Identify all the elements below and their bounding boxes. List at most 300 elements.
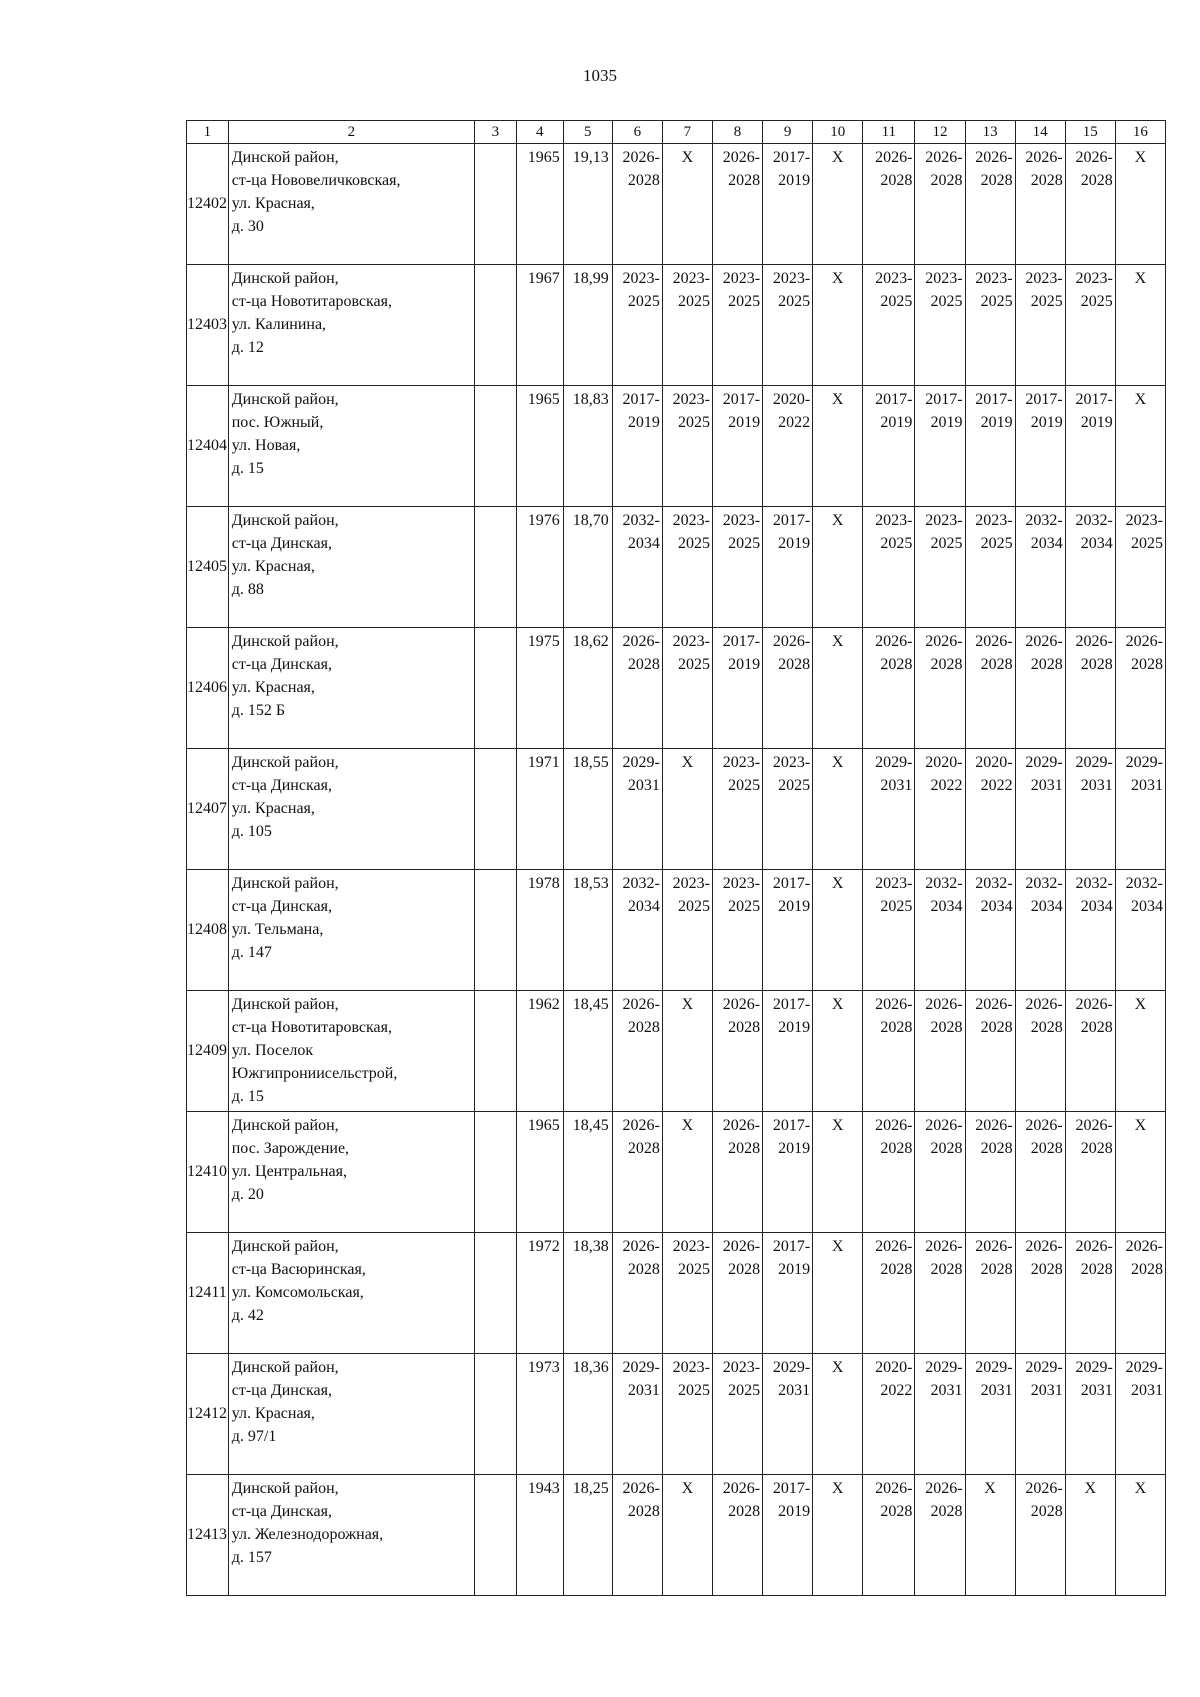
- period-range: 2017- 2019: [772, 149, 811, 189]
- period-range: 2026- 2028: [875, 1480, 913, 1520]
- period-range: 2032- 2034: [1125, 875, 1163, 915]
- period-cell-col-15: [1065, 1354, 1115, 1475]
- not-applicable-mark: X: [1084, 1480, 1097, 1497]
- column-header-15: 15: [1065, 121, 1115, 144]
- period-range: 2029- 2031: [622, 1359, 660, 1399]
- not-applicable-mark: X: [984, 1480, 996, 1497]
- period-range: 2029- 2031: [925, 1359, 963, 1399]
- register-table: [186, 120, 1166, 1596]
- period-range: 2026- 2028: [722, 1238, 761, 1278]
- period-range: 2026- 2028: [622, 1117, 660, 1157]
- period-cell-col-16: [1115, 870, 1165, 991]
- period-range: 2032- 2034: [622, 875, 660, 915]
- col3-cell: [475, 1233, 517, 1354]
- period-range: 2020- 2022: [925, 754, 963, 794]
- period-range: 2026- 2028: [622, 996, 660, 1036]
- address-cell: Динской район, ст-ца Динская, ул. Красная, д. 105: [228, 749, 474, 870]
- period-range: 2026- 2028: [925, 1117, 963, 1157]
- period-cell-col-9: [763, 1112, 813, 1233]
- year-cell: 1973: [516, 1354, 563, 1475]
- period-cell-col-9: [763, 265, 813, 386]
- period-range: 2023- 2025: [925, 512, 963, 552]
- year-cell: 1962: [516, 991, 563, 1112]
- row-number: 12403: [187, 265, 229, 386]
- table-row: [187, 1354, 1166, 1475]
- period-range: 2026- 2028: [622, 149, 660, 189]
- period-range: 2032- 2034: [925, 875, 963, 915]
- year-cell: 1943: [516, 1475, 563, 1596]
- period-cell-col-7: [662, 386, 712, 507]
- address-cell: Динской район, ст-ца Динская, ул. Тельмана, д. 147: [228, 870, 474, 991]
- period-cell-col-14: [1015, 386, 1065, 507]
- period-range: 2023- 2025: [772, 270, 811, 310]
- col3-cell: [475, 265, 517, 386]
- period-range: 2026- 2028: [1075, 1117, 1113, 1157]
- period-range: 2029- 2031: [1075, 1359, 1113, 1399]
- period-cell-col-6: [612, 870, 662, 991]
- period-cell-col-14: [1015, 1112, 1065, 1233]
- address-cell: Динской район, ст-ца Васюринская, ул. Комсомольская, д. 42: [228, 1233, 474, 1354]
- not-applicable-mark: X: [831, 391, 844, 408]
- period-cell-col-11: [863, 1233, 915, 1354]
- not-applicable-mark: X: [1134, 391, 1147, 408]
- period-cell-col-11: [863, 265, 915, 386]
- period-cell-col-12: [915, 386, 965, 507]
- period-cell-col-6: [612, 991, 662, 1112]
- period-range: 2017- 2019: [722, 391, 761, 431]
- period-range: 2017- 2019: [772, 1238, 811, 1278]
- period-range: 2032- 2034: [1075, 875, 1113, 915]
- period-range: 2026- 2028: [975, 633, 1013, 673]
- period-cell-col-10: [813, 628, 863, 749]
- period-cell-col-15: [1065, 1112, 1115, 1233]
- not-applicable-mark: X: [681, 996, 694, 1013]
- period-cell-col-9: [763, 991, 813, 1112]
- period-cell-col-15: [1065, 1475, 1115, 1596]
- period-cell-col-11: [863, 749, 915, 870]
- column-header-12: 12: [915, 121, 965, 144]
- row-number: 12408: [187, 870, 229, 991]
- col3-cell: [475, 144, 517, 265]
- period-cell-col-8: [712, 265, 762, 386]
- period-cell-col-13: [965, 1475, 1015, 1596]
- period-range: 2029- 2031: [1025, 754, 1063, 794]
- col3-cell: [475, 991, 517, 1112]
- period-range: 2023- 2025: [1075, 270, 1113, 310]
- period-cell-col-11: [863, 507, 915, 628]
- period-range: 2026- 2028: [772, 633, 811, 673]
- period-range: 2023- 2025: [672, 1238, 710, 1278]
- period-cell-col-8: [712, 144, 762, 265]
- period-cell-col-12: [915, 265, 965, 386]
- period-cell-col-15: [1065, 991, 1115, 1112]
- value-cell: 18,83: [563, 386, 612, 507]
- period-cell-col-13: [965, 1354, 1015, 1475]
- column-header-10: 10: [813, 121, 863, 144]
- row-number: 12412: [187, 1354, 229, 1475]
- period-cell-col-15: [1065, 628, 1115, 749]
- col3-cell: [475, 870, 517, 991]
- not-applicable-mark: X: [831, 512, 844, 529]
- value-cell: 18,99: [563, 265, 612, 386]
- period-cell-col-16: [1115, 1233, 1165, 1354]
- period-cell-col-7: [662, 1475, 712, 1596]
- period-range: 2023- 2025: [975, 270, 1013, 310]
- period-cell-col-11: [863, 1112, 915, 1233]
- period-range: 2026- 2028: [1075, 1238, 1113, 1278]
- period-range: 2017- 2019: [772, 512, 811, 552]
- period-range: 2023- 2025: [875, 270, 913, 310]
- period-cell-col-8: [712, 991, 762, 1112]
- year-cell: 1976: [516, 507, 563, 628]
- period-cell-col-15: [1065, 870, 1115, 991]
- period-range: 2026- 2028: [875, 149, 913, 189]
- period-range: 2026- 2028: [1125, 1238, 1163, 1278]
- period-range: 2023- 2025: [875, 512, 913, 552]
- period-cell-col-12: [915, 1112, 965, 1233]
- period-cell-col-16: [1115, 386, 1165, 507]
- period-cell-col-7: [662, 991, 712, 1112]
- not-applicable-mark: X: [1134, 996, 1147, 1013]
- year-cell: 1972: [516, 1233, 563, 1354]
- table-row: [187, 1233, 1166, 1354]
- period-cell-col-8: [712, 1233, 762, 1354]
- address-cell: Динской район, ст-ца Динская, ул. Красная, д. 97/1: [228, 1354, 474, 1475]
- not-applicable-mark: X: [831, 875, 844, 892]
- period-cell-col-9: [763, 1475, 813, 1596]
- period-range: 2026- 2028: [722, 1480, 761, 1520]
- period-range: 2029- 2031: [622, 754, 660, 794]
- period-range: 2029- 2031: [1025, 1359, 1063, 1399]
- address-cell: Динской район, пос. Зарождение, ул. Центральная, д. 20: [228, 1112, 474, 1233]
- period-cell-col-15: [1065, 749, 1115, 870]
- period-range: 2023- 2025: [672, 875, 710, 915]
- period-cell-col-16: [1115, 1112, 1165, 1233]
- period-cell-col-9: [763, 870, 813, 991]
- not-applicable-mark: X: [831, 1480, 844, 1497]
- period-range: 2026- 2028: [722, 996, 761, 1036]
- period-cell-col-7: [662, 507, 712, 628]
- period-range: 2023- 2025: [672, 270, 710, 310]
- not-applicable-mark: X: [831, 1238, 844, 1255]
- period-range: 2029- 2031: [772, 1359, 811, 1399]
- period-range: 2017- 2019: [772, 875, 811, 915]
- period-range: 2026- 2028: [875, 1238, 913, 1278]
- address-cell: Динской район, ст-ца Нововеличковская, ул. Красная, д. 30: [228, 144, 474, 265]
- address-cell: Динской район, пос. Южный, ул. Новая, д. 15: [228, 386, 474, 507]
- period-cell-col-16: [1115, 1475, 1165, 1596]
- col3-cell: [475, 1112, 517, 1233]
- period-cell-col-14: [1015, 991, 1065, 1112]
- period-range: 2017- 2019: [1075, 391, 1113, 431]
- period-range: 2026- 2028: [925, 633, 963, 673]
- not-applicable-mark: X: [831, 633, 844, 650]
- year-cell: 1965: [516, 144, 563, 265]
- table-row: [187, 749, 1166, 870]
- col3-cell: [475, 386, 517, 507]
- column-header-11: 11: [863, 121, 915, 144]
- period-range: 2032- 2034: [1075, 512, 1113, 552]
- period-range: 2032- 2034: [1025, 875, 1063, 915]
- period-cell-col-14: [1015, 628, 1065, 749]
- period-cell-col-14: [1015, 870, 1065, 991]
- period-cell-col-6: [612, 1233, 662, 1354]
- period-cell-col-12: [915, 870, 965, 991]
- period-cell-col-10: [813, 265, 863, 386]
- period-range: 2026- 2028: [975, 149, 1013, 189]
- period-cell-col-10: [813, 1112, 863, 1233]
- table-row: [187, 386, 1166, 507]
- period-cell-col-9: [763, 507, 813, 628]
- period-cell-col-16: [1115, 265, 1165, 386]
- period-cell-col-12: [915, 144, 965, 265]
- period-range: 2029- 2031: [1125, 1359, 1163, 1399]
- period-range: 2026- 2028: [1125, 633, 1163, 673]
- period-range: 2020- 2022: [875, 1359, 913, 1399]
- period-cell-col-10: [813, 144, 863, 265]
- column-header-6: 6: [612, 121, 662, 144]
- value-cell: 18,45: [563, 991, 612, 1112]
- year-cell: 1965: [516, 1112, 563, 1233]
- period-cell-col-7: [662, 144, 712, 265]
- col3-cell: [475, 1475, 517, 1596]
- period-cell-col-12: [915, 507, 965, 628]
- period-range: 2026- 2028: [722, 1117, 761, 1157]
- period-cell-col-14: [1015, 1233, 1065, 1354]
- period-cell-col-8: [712, 870, 762, 991]
- column-header-8: 8: [712, 121, 762, 144]
- table-row: [187, 265, 1166, 386]
- address-cell: Динской район, ст-ца Динская, ул. Железнодорожная, д. 157: [228, 1475, 474, 1596]
- value-cell: 18,70: [563, 507, 612, 628]
- year-cell: 1971: [516, 749, 563, 870]
- period-cell-col-8: [712, 628, 762, 749]
- not-applicable-mark: X: [681, 754, 694, 771]
- value-cell: 18,25: [563, 1475, 612, 1596]
- period-range: 2026- 2028: [875, 1117, 913, 1157]
- period-range: 2023- 2025: [1125, 512, 1163, 552]
- value-cell: 18,45: [563, 1112, 612, 1233]
- period-cell-col-16: [1115, 1354, 1165, 1475]
- period-cell-col-16: [1115, 991, 1165, 1112]
- period-range: 2023- 2025: [722, 270, 761, 310]
- period-cell-col-12: [915, 1233, 965, 1354]
- period-cell-col-10: [813, 870, 863, 991]
- col3-cell: [475, 1354, 517, 1475]
- row-number: 12404: [187, 386, 229, 507]
- table-row: [187, 628, 1166, 749]
- period-cell-col-16: [1115, 507, 1165, 628]
- period-range: 2026- 2028: [925, 1480, 963, 1520]
- period-range: 2032- 2034: [622, 512, 660, 552]
- address-cell: Динской район, ст-ца Динская, ул. Красная, д. 88: [228, 507, 474, 628]
- period-range: 2026- 2028: [722, 149, 761, 189]
- period-range: 2017- 2019: [925, 391, 963, 431]
- period-range: 2023- 2025: [672, 1359, 710, 1399]
- period-cell-col-11: [863, 991, 915, 1112]
- period-range: 2026- 2028: [622, 1480, 660, 1520]
- period-cell-col-11: [863, 1475, 915, 1596]
- period-range: 2023- 2025: [925, 270, 963, 310]
- header-row: [187, 121, 1166, 144]
- period-cell-col-16: [1115, 749, 1165, 870]
- period-range: 2026- 2028: [1075, 633, 1113, 673]
- not-applicable-mark: X: [831, 1117, 844, 1134]
- period-range: 2017- 2019: [772, 1480, 811, 1520]
- period-cell-col-12: [915, 628, 965, 749]
- period-cell-col-15: [1065, 1233, 1115, 1354]
- period-cell-col-7: [662, 749, 712, 870]
- column-header-4: 4: [516, 121, 563, 144]
- period-cell-col-8: [712, 749, 762, 870]
- period-range: 2023- 2025: [975, 512, 1013, 552]
- period-cell-col-11: [863, 870, 915, 991]
- period-cell-col-15: [1065, 507, 1115, 628]
- period-cell-col-13: [965, 870, 1015, 991]
- period-cell-col-13: [965, 749, 1015, 870]
- period-cell-col-6: [612, 1112, 662, 1233]
- period-cell-col-8: [712, 386, 762, 507]
- period-cell-col-6: [612, 749, 662, 870]
- period-cell-col-8: [712, 1112, 762, 1233]
- period-cell-col-11: [863, 1354, 915, 1475]
- table-body: [187, 144, 1166, 1596]
- period-cell-col-7: [662, 1233, 712, 1354]
- period-cell-col-12: [915, 991, 965, 1112]
- period-cell-col-10: [813, 1475, 863, 1596]
- period-range: 2023- 2025: [722, 875, 761, 915]
- period-cell-col-11: [863, 386, 915, 507]
- period-cell-col-10: [813, 1233, 863, 1354]
- period-range: 2026- 2028: [975, 996, 1013, 1036]
- period-cell-col-13: [965, 144, 1015, 265]
- col3-cell: [475, 507, 517, 628]
- period-cell-col-13: [965, 1233, 1015, 1354]
- not-applicable-mark: X: [831, 996, 844, 1013]
- period-range: 2026- 2028: [1025, 1480, 1063, 1520]
- column-header-9: 9: [763, 121, 813, 144]
- period-cell-col-9: [763, 749, 813, 870]
- not-applicable-mark: X: [831, 270, 844, 287]
- column-header-1: 1: [187, 121, 229, 144]
- period-cell-col-16: [1115, 144, 1165, 265]
- not-applicable-mark: X: [681, 149, 694, 166]
- page-number: 1035: [583, 66, 617, 85]
- period-cell-col-12: [915, 749, 965, 870]
- period-range: 2029- 2031: [975, 1359, 1013, 1399]
- not-applicable-mark: X: [831, 1359, 844, 1376]
- column-header-7: 7: [662, 121, 712, 144]
- period-cell-col-13: [965, 265, 1015, 386]
- not-applicable-mark: X: [1134, 1480, 1147, 1497]
- period-cell-col-13: [965, 628, 1015, 749]
- period-range: 2023- 2025: [722, 754, 761, 794]
- period-cell-col-6: [612, 1475, 662, 1596]
- period-range: 2026- 2028: [925, 1238, 963, 1278]
- not-applicable-mark: X: [681, 1480, 694, 1497]
- period-cell-col-15: [1065, 386, 1115, 507]
- period-range: 2026- 2028: [1025, 1117, 1063, 1157]
- period-cell-col-15: [1065, 144, 1115, 265]
- not-applicable-mark: X: [1134, 1117, 1147, 1134]
- row-number: 12409: [187, 991, 229, 1112]
- period-range: 2017- 2019: [1025, 391, 1063, 431]
- period-range: 2026- 2028: [975, 1238, 1013, 1278]
- not-applicable-mark: X: [831, 754, 844, 771]
- period-cell-col-14: [1015, 265, 1065, 386]
- period-cell-col-10: [813, 1354, 863, 1475]
- period-range: 2023- 2025: [772, 754, 811, 794]
- period-range: 2026- 2028: [1075, 149, 1113, 189]
- period-cell-col-9: [763, 628, 813, 749]
- row-number: 12413: [187, 1475, 229, 1596]
- period-range: 2017- 2019: [875, 391, 913, 431]
- address-cell: Динской район, ст-ца Динская, ул. Красная, д. 152 Б: [228, 628, 474, 749]
- period-range: 2023- 2025: [622, 270, 660, 310]
- period-range: 2026- 2028: [875, 633, 913, 673]
- period-range: 2026- 2028: [925, 149, 963, 189]
- column-header-16: 16: [1115, 121, 1165, 144]
- period-cell-col-9: [763, 1233, 813, 1354]
- column-header-14: 14: [1015, 121, 1065, 144]
- period-cell-col-13: [965, 991, 1015, 1112]
- table-row: [187, 991, 1166, 1112]
- period-range: 2023- 2025: [1025, 270, 1063, 310]
- period-cell-col-12: [915, 1475, 965, 1596]
- period-range: 2026- 2028: [1025, 996, 1063, 1036]
- period-range: 2032- 2034: [1025, 512, 1063, 552]
- period-range: 2023- 2025: [722, 512, 761, 552]
- period-cell-col-9: [763, 1354, 813, 1475]
- year-cell: 1965: [516, 386, 563, 507]
- period-cell-col-7: [662, 1112, 712, 1233]
- not-applicable-mark: X: [681, 1117, 694, 1134]
- value-cell: 18,53: [563, 870, 612, 991]
- not-applicable-mark: X: [1134, 270, 1147, 287]
- period-range: 2020- 2022: [772, 391, 811, 431]
- row-number: 12411: [187, 1233, 229, 1354]
- value-cell: 19,13: [563, 144, 612, 265]
- year-cell: 1975: [516, 628, 563, 749]
- value-cell: 18,38: [563, 1233, 612, 1354]
- column-header-3: 3: [475, 121, 517, 144]
- period-range: 2023- 2025: [875, 875, 913, 915]
- row-number: 12402: [187, 144, 229, 265]
- period-cell-col-6: [612, 386, 662, 507]
- col3-cell: [475, 628, 517, 749]
- period-range: 2026- 2028: [975, 1117, 1013, 1157]
- period-cell-col-6: [612, 265, 662, 386]
- period-cell-col-10: [813, 749, 863, 870]
- period-cell-col-9: [763, 144, 813, 265]
- period-cell-col-9: [763, 386, 813, 507]
- period-range: 2017- 2019: [772, 996, 811, 1036]
- period-cell-col-7: [662, 628, 712, 749]
- period-cell-col-8: [712, 1354, 762, 1475]
- not-applicable-mark: X: [1134, 149, 1147, 166]
- period-cell-col-13: [965, 386, 1015, 507]
- row-number: 12406: [187, 628, 229, 749]
- period-cell-col-10: [813, 507, 863, 628]
- period-cell-col-6: [612, 507, 662, 628]
- period-cell-col-6: [612, 144, 662, 265]
- period-range: 2026- 2028: [875, 996, 913, 1036]
- period-cell-col-12: [915, 1354, 965, 1475]
- year-cell: 1967: [516, 265, 563, 386]
- period-cell-col-15: [1065, 265, 1115, 386]
- table-row: [187, 1112, 1166, 1233]
- period-range: 2026- 2028: [1025, 1238, 1063, 1278]
